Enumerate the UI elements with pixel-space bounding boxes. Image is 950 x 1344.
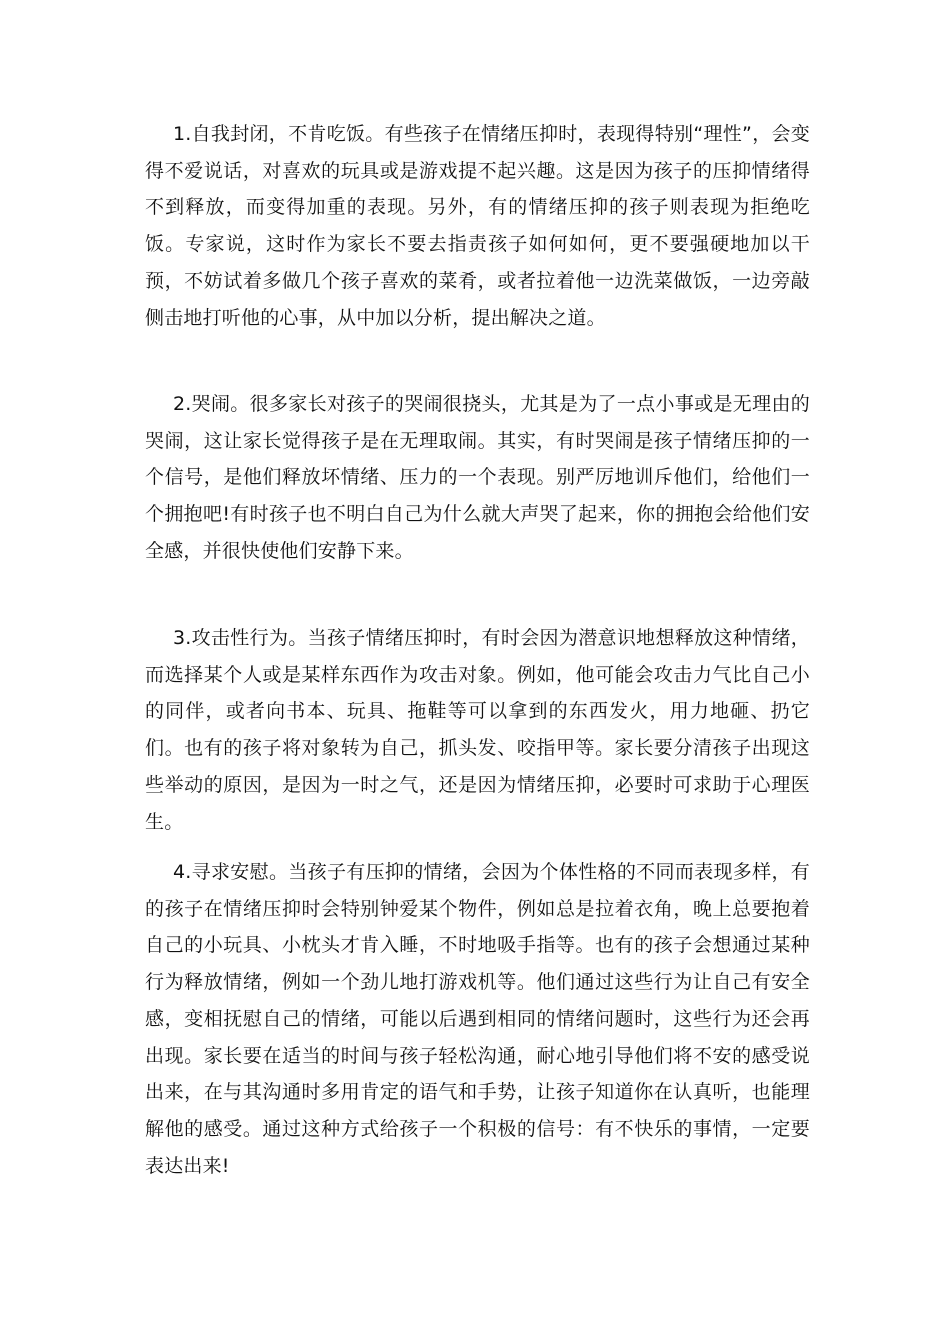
paragraph-spacer xyxy=(145,570,810,620)
paragraph-4: 4.寻求安慰。当孩子有压抑的情绪，会因为个体性格的不同而表现多样，有的孩子在情绪压抑时会特别钟爱某个物件，例如总是拉着衣角，晚上总要抱着自己的小玩具、小枕头才肯入睡，不时地吸手指等。也有的孩子会想通过某种行为释放情绪，例如一个劲儿地打游戏机等。他们通过这些行为让自己有安全感，变相抚慰自己的情绪，可能以后遇到相同的情绪问题时，这些行为还会再出现。家长要在适当的时间与孩子轻松沟通，耐心地引导他们将不安的感受说出来，在与其沟通时多用肯定的语气和手势，让孩子知道你在认真听，也能理解他的感受。通过这种方式给孩子一个积极的信号：有不快乐的事情，一定要表达出来! xyxy=(145,861,810,1177)
paragraph-3: 3.攻击性行为。当孩子情绪压抑时，有时会因为潜意识地想释放这种情绪，而选择某个人或是某样东西作为攻击对象。例如，他可能会攻击力气比自己小的同伴，或者向书本、玩具、拖鞋等可以拿到的东西发火，用力地砸、扔它们。也有的孩子将对象转为自己，抓头发、咬指甲等。家长要分清孩子出现这些举动的原因，是因为一时之气，还是因为情绪压抑，必要时可求助于心理医生。 xyxy=(145,627,810,833)
paragraph-spacer xyxy=(145,804,810,854)
document-body xyxy=(145,116,810,1184)
paragraph-1: 1.自我封闭，不肯吃饭。有些孩子在情绪压抑时，表现得特别“理性”，会变得不爱说话，对喜欢的玩具或是游戏提不起兴趣。这是因为孩子的压抑情绪得不到释放，而变得加重的表现。另外，有的情绪压抑的孩子则表现为拒绝吃饭。专家说，这时作为家长不要去指责孩子如何如何，更不要强硬地加以干预，不妨试着多做几个孩子喜欢的菜肴，或者拉着他一边洗菜做饭，一边旁敲侧击地打听他的心事，从中加以分析，提出解决之道。 xyxy=(145,123,810,329)
paragraph-spacer xyxy=(145,336,810,386)
paragraph-2: 2.哭闹。很多家长对孩子的哭闹很挠头，尤其是为了一点小事或是无理由的哭闹，这让家长觉得孩子是在无理取闹。其实，有时哭闹是孩子情绪压抑的一个信号，是他们释放坏情绪、压力的一个表现。别严厉地训斥他们，给他们一个拥抱吧!有时孩子也不明白自己为什么就大声哭了起来，你的拥抱会给他们安全感，并很快使他们安静下来。 xyxy=(145,393,810,562)
